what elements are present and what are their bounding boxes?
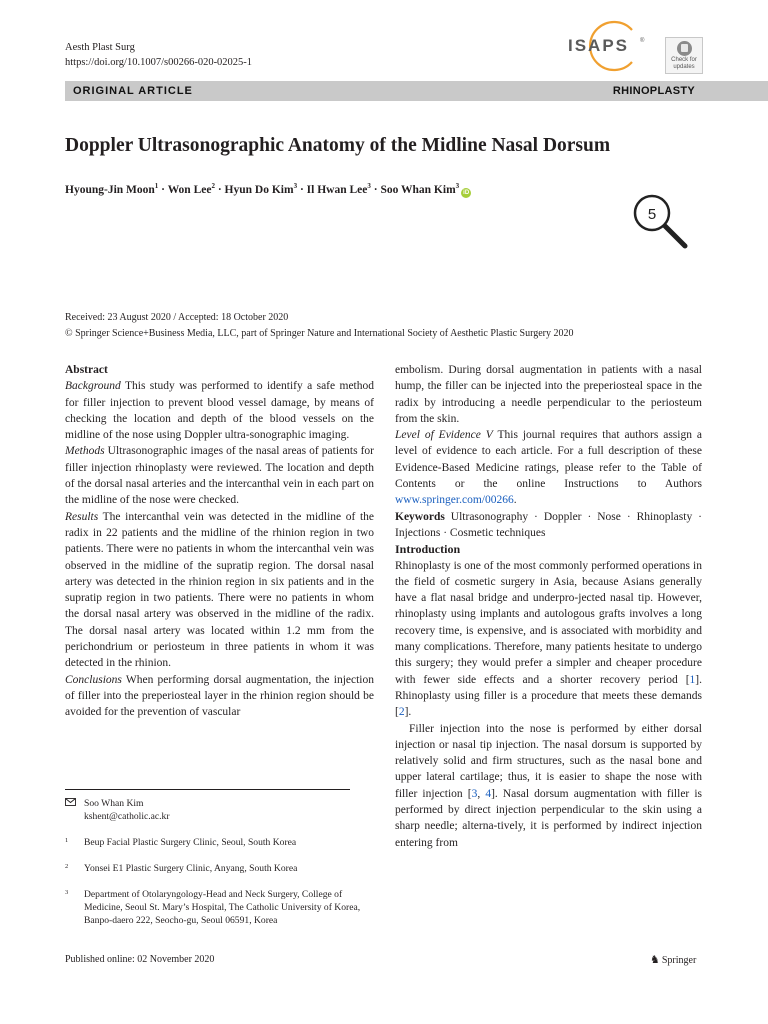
paragraph-text: Rhinoplasty is one of the most commonly performed operations in the field of cosmetic surgery in Asia, because Asians generally have a flat nasal bridge and underpro-jected nasal tip. However, rhinoplasty using implants and autologous grafts involves a long recovery time, is expensive, and is associated with morbidity and many complications. Therefore, many patients hesitate to undergo this surgery; they would prefer a simpler and cheaper procedure with fewer side effects and a shorter recovery period [ xyxy=(395,559,702,686)
check-for-updates-label: Check for updates xyxy=(671,57,697,70)
check-for-updates-badge[interactable] xyxy=(665,37,703,74)
abstract-text: This study was performed to identify a safe method for filler injection to prevent blood vessel damage, by means of checking the location and depth of the blood vessels on the midline of the nose using Doppler ultra-sonographic imaging. xyxy=(65,380,374,442)
article-type: ORIGINAL ARTICLE xyxy=(73,85,193,97)
corresponding-author: Soo Whan Kim xyxy=(84,798,144,809)
citation-link[interactable]: 4 xyxy=(485,787,492,800)
publisher-name: Springer xyxy=(661,955,697,966)
author-name[interactable]: Hyoung-Jin Moon xyxy=(65,183,155,196)
author-affiliation: 3 xyxy=(367,182,371,190)
keywords-text: Ultrasonography · Doppler · Nose · Rhinoplasty · Injections · Cosmetic techniques xyxy=(395,510,702,539)
abstract-level-of-evidence xyxy=(395,427,702,508)
author-affiliation: 1 xyxy=(154,182,159,190)
affiliation-text: Beup Facial Plastic Surgery Clinic, Seoul, South Korea xyxy=(84,837,297,848)
right-column xyxy=(395,362,702,851)
author-affiliation: 3 xyxy=(455,182,460,190)
bookmark-icon xyxy=(677,41,692,56)
affiliation xyxy=(65,888,374,927)
abstract-label: Methods xyxy=(65,445,105,458)
author-separator: · xyxy=(297,183,307,196)
affiliation-number: 3 xyxy=(65,889,69,896)
paragraph-text: Filler injection into the nose is performed by either dorsal injection or nasal tip injection. The nasal dorsum is supported by relatively solid and firm structures, such as the nasal bone and upper lateral cartilage; thus, it is easier to shape the nose with filler injection [ xyxy=(395,722,702,800)
abstract-methods xyxy=(65,443,374,508)
affiliation-text: Yonsei E1 Plastic Surgery Clinic, Anyang, South Korea xyxy=(84,863,298,874)
keywords-label: Keywords xyxy=(395,510,445,523)
abstract-label: Conclusions xyxy=(65,673,122,686)
isaps-logo xyxy=(554,18,646,74)
doi-link[interactable]: https://doi.org/10.1007/s00266-020-02025-1 xyxy=(65,57,253,68)
affiliation xyxy=(65,862,374,875)
paragraph-text: ]. xyxy=(404,706,412,719)
abstract-heading: Abstract xyxy=(65,364,108,376)
springer-horse-icon: ♞ xyxy=(650,954,660,966)
author-separator: · xyxy=(158,183,168,196)
citation-link[interactable]: 3 xyxy=(471,787,478,800)
abstract-text: Ultrasonographic images of the nasal areas of patients for filler injection rhinoplasty were reviewed. The location and depth of the dorsal nasal arteries and the intercanthal vein in each part on the midline of the nose were checked. xyxy=(65,445,374,507)
abstract-label: Level of Evidence V xyxy=(395,429,493,442)
abstract-background xyxy=(65,378,374,443)
citation-link[interactable]: 2 xyxy=(398,706,405,719)
introduction-heading: Introduction xyxy=(395,542,461,557)
citation-link[interactable]: 1 xyxy=(689,673,696,686)
abstract-text: This journal requires that authors assign a level of evidence to each article. For a full description of these Evidence-Based Medicine ratings, please refer to the Table of Contents or the online Instructions to Authors xyxy=(395,429,702,491)
abstract-results xyxy=(65,509,374,672)
affiliation xyxy=(65,836,374,849)
publisher-logo xyxy=(650,953,696,966)
citation-separator: , xyxy=(477,787,486,800)
received-accepted: Received: 23 August 2020 / Accepted: 18 October 2020 xyxy=(65,312,289,323)
journal-name: Aesth Plast Surg xyxy=(65,42,135,53)
evidence-level-magnifier-icon xyxy=(630,193,692,253)
author-list xyxy=(65,178,471,198)
correspondence-block xyxy=(65,797,374,927)
copyright-line: © Springer Science+Business Media, LLC, part of Springer Nature and International Society of Aesthetic Plastic Surgery 2020 xyxy=(65,328,574,339)
author-name[interactable]: Il Hwan Lee xyxy=(306,183,368,196)
author-separator: · xyxy=(370,183,381,196)
affiliation-text: Department of Otolaryngology-Head and Neck Surgery, College of Medicine, Seoul St. Mary’s Hospital, The Catholic University of Korea, Banpo-daero 222, Seocho-gu, Seoul 06591, Korea xyxy=(84,889,361,926)
published-date: Published online: 02 November 2020 xyxy=(65,954,215,965)
author-name[interactable]: Won Lee xyxy=(167,183,212,196)
abstract-text: When performing dorsal augmentation, the injection of filler into the preperiosteal layer in the rhinion region should be avoided for the prevention of vascular xyxy=(65,673,374,719)
evidence-level-number: 5 xyxy=(647,206,657,223)
introduction-paragraph xyxy=(395,558,702,721)
abstract-conclusions-continued: embolism. During dorsal augmentation in patients with a nasal hump, the filler can be injected into the preperiosteal space in the radix by introducing a needle perpendicular to the periosteum from the skin. xyxy=(395,364,702,425)
abstract-text: The intercanthal vein was detected in the midline of the radix in 22 patients and the midline of the rhinion region in two patients. There were no patients in whom the intercanthal vein was observed in the midline of the supratip region. The dorsal nasal artery was detected in the rhinion region in six patients and in the supratip region in two patients. There were no patients in whom the dorsal nasal artery was observed in the midline of the radix. The dorsal nasal artery was located within 1.2 mm from the perichondrium or periosteum in three patients in whom it was detected in the rhinion. xyxy=(65,510,374,670)
isaps-logo-mark: ® xyxy=(640,38,645,44)
isaps-logo-text: ISAPS xyxy=(568,36,630,55)
author-affiliation: 2 xyxy=(211,182,215,190)
paragraph-text: ]. Nasal dorsum augmentation with filler is performed by direct injection perpendicular to the skin using a sharp needle; alterna-tively, it is performed by indirect injection entering from xyxy=(395,787,703,849)
orcid-icon[interactable]: iD xyxy=(463,189,470,196)
article-type-banner xyxy=(65,81,768,101)
keywords xyxy=(395,509,702,542)
author-affiliation: 3 xyxy=(293,182,298,190)
affiliation-number: 2 xyxy=(65,863,69,870)
abstract-label: Background xyxy=(65,380,121,393)
abstract-label: Results xyxy=(65,510,99,523)
punctuation: . xyxy=(513,494,517,507)
abstract-conclusions xyxy=(65,672,374,721)
envelope-icon xyxy=(65,798,76,806)
affiliation-number: 1 xyxy=(65,837,69,844)
article-section: RHINOPLASTY xyxy=(612,85,695,97)
abstract-section xyxy=(65,362,374,721)
springer-link[interactable]: www.springer.com/00266 xyxy=(395,494,514,507)
author-name[interactable]: Hyun Do Kim xyxy=(224,183,294,196)
author-name[interactable]: Soo Whan Kim xyxy=(380,183,456,196)
article-title: Doppler Ultrasonographic Anatomy of the Midline Nasal Dorsum xyxy=(65,135,611,156)
introduction-paragraph xyxy=(395,721,702,851)
footnote-divider xyxy=(65,789,350,790)
author-separator: · xyxy=(214,183,225,196)
article-dates xyxy=(65,310,574,342)
corresponding-email[interactable]: kshent@catholic.ac.kr xyxy=(84,811,170,822)
journal-info xyxy=(65,40,252,70)
paragraph-text: ]. Rhinoplasty using filler is a procedure that meets these demands [ xyxy=(395,673,702,719)
